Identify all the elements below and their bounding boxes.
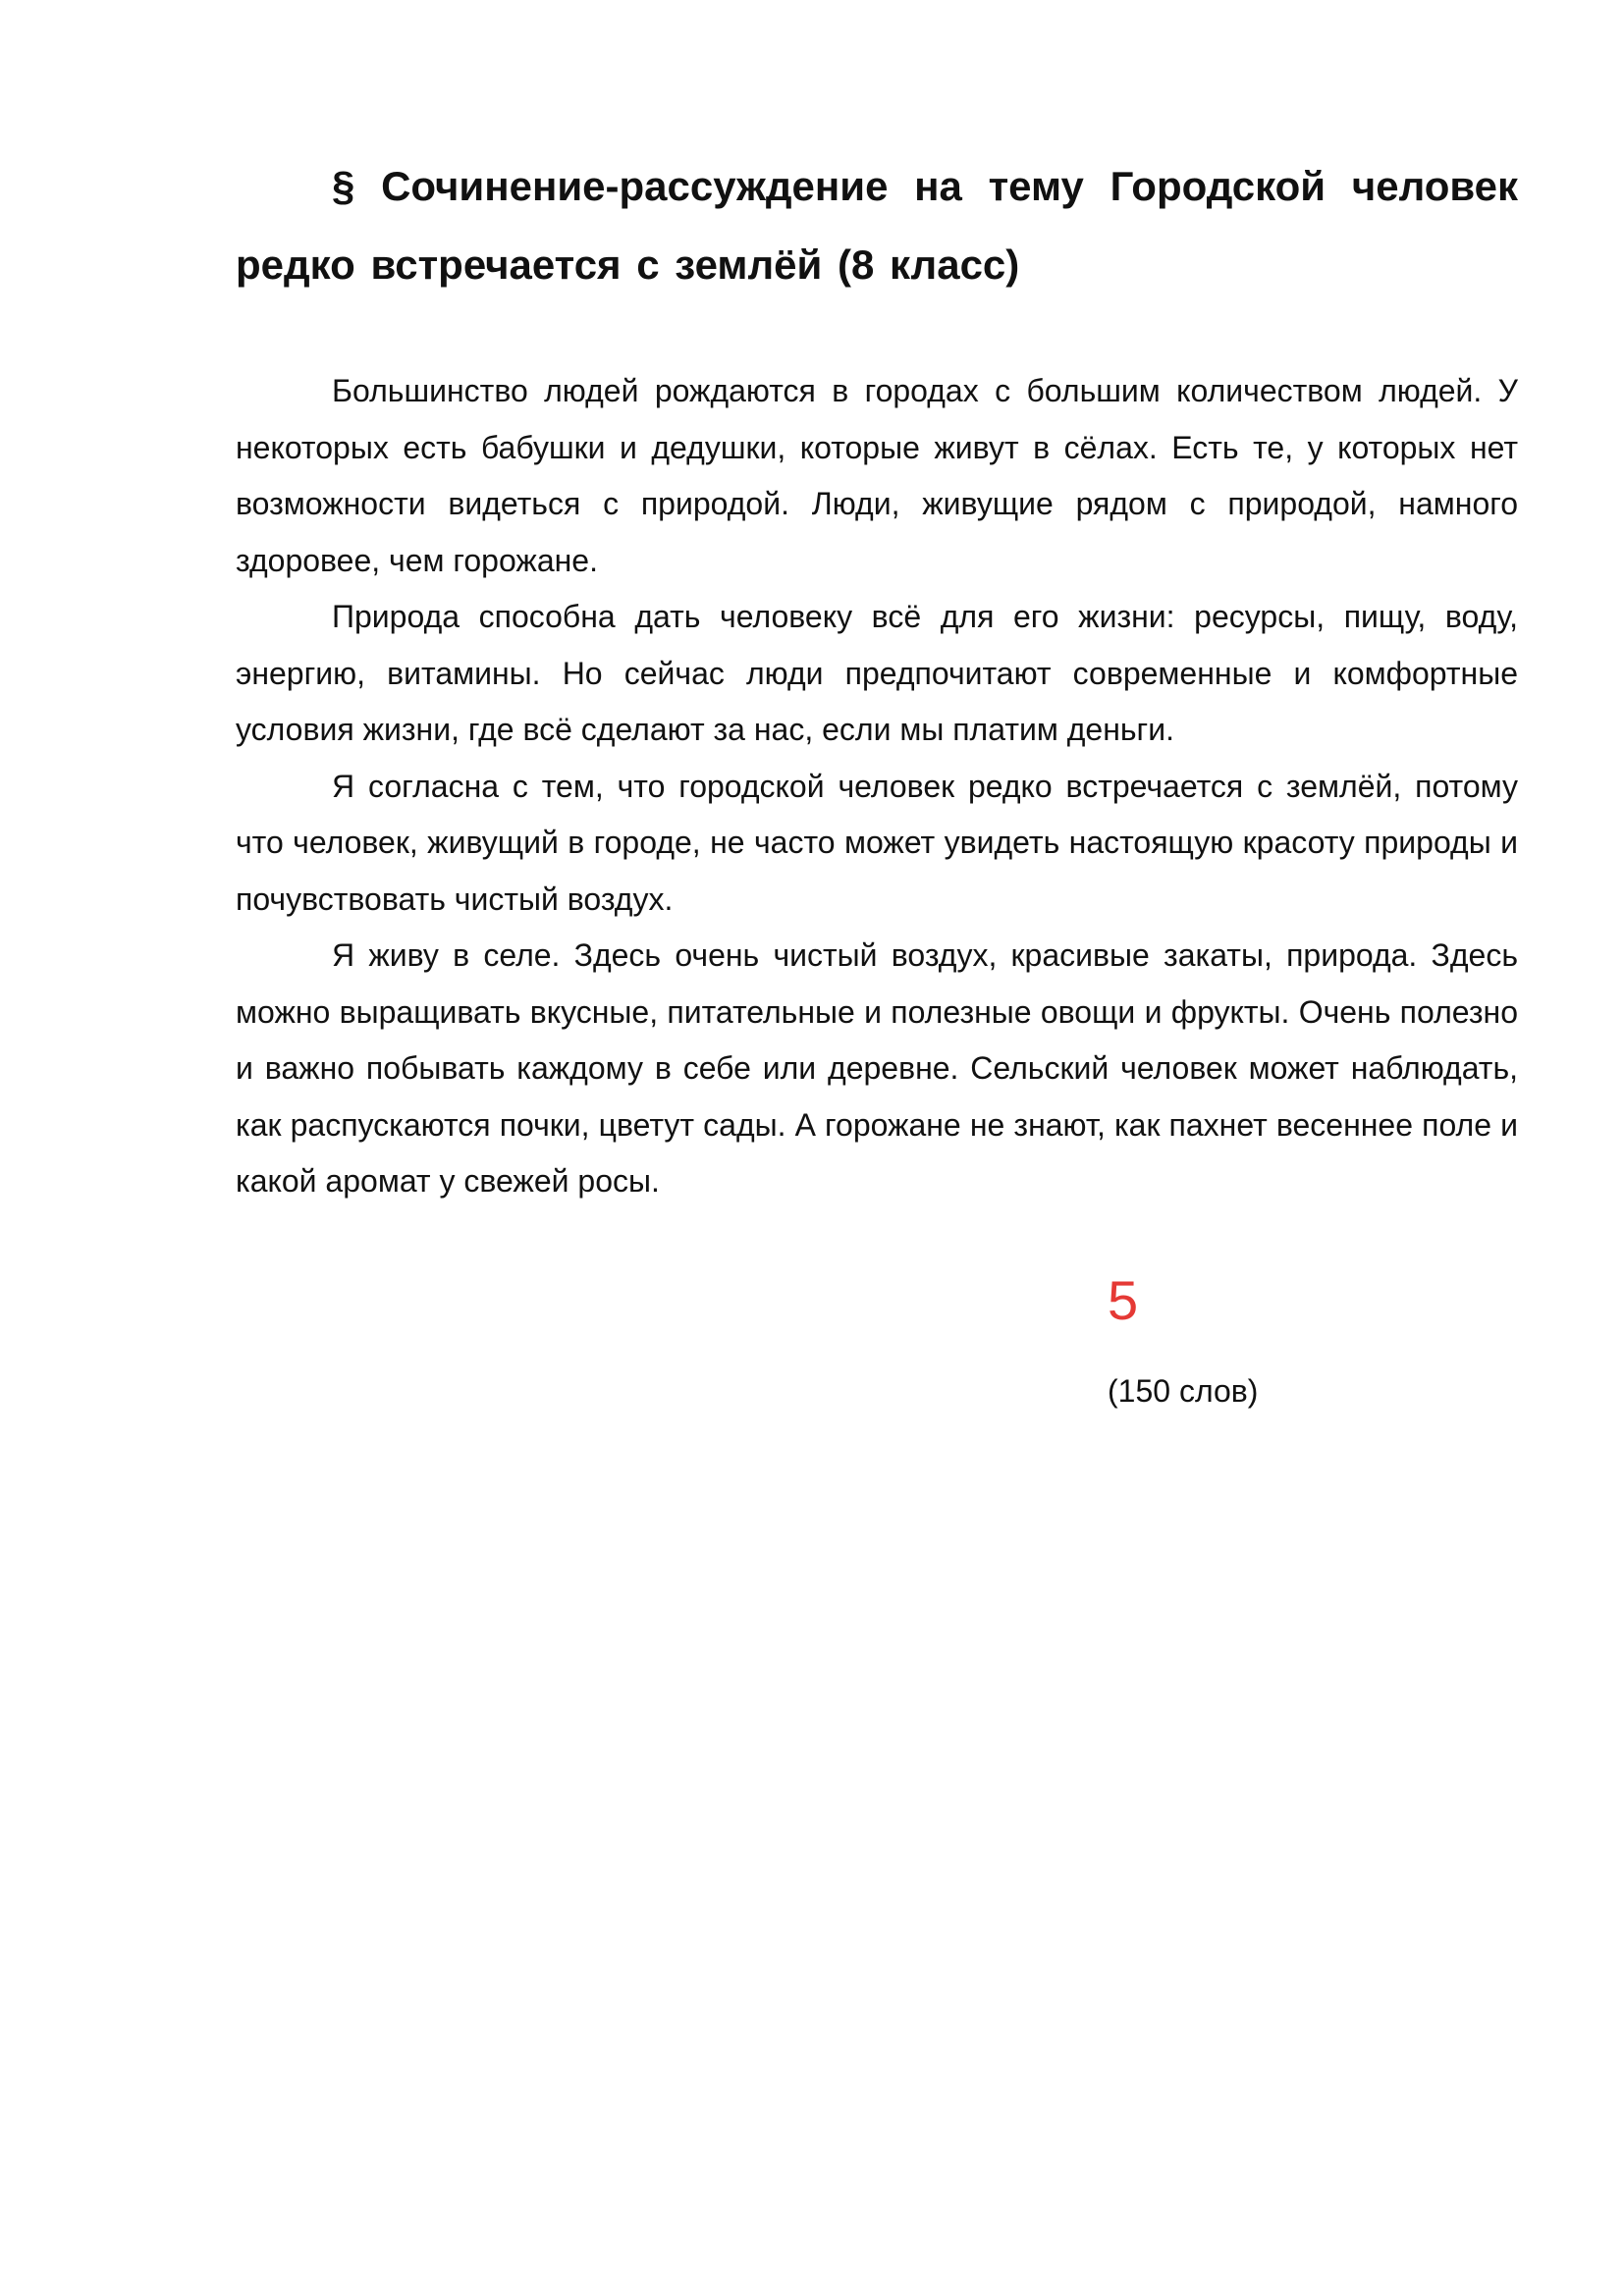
word-count: (150 слов) [1108, 1373, 1259, 1409]
essay-title: § Сочинение-рассуждение на тему Городской человек редко встречается с землёй (8 класс) [236, 163, 1518, 288]
essay-paragraph-1: Большинство людей рождаются в городах с большим количеством людей. У некоторых есть бабушки и дедушки, которые живут в сёлах. Есть те, у которых нет возможности видеться с природой. Люди, живущие рядом с природой, намного здоровее, чем горожане. [236, 373, 1518, 578]
essay-paragraph-4: Я живу в селе. Здесь очень чистый воздух, красивые закаты, природа. Здесь можно выращивать вкусные, питательные и полезные овощи и фрукты. Очень полезно и важно побывать каждому в себе или деревне. Сельский человек может наблюдать, как распускаются почки, цветут сады. А горожане не знают, как пахнет весеннее поле и какой аромат у свежей росы. [236, 937, 1518, 1199]
essay-body [236, 363, 1518, 1210]
essay-paragraph-3: Я согласна с тем, что городской человек редко встречается с землёй, потому что человек, живущий в городе, не часто может увидеть настоящую красоту природы и почувствовать чистый воздух. [236, 768, 1518, 917]
essay-paragraph-2: Природа способна дать человеку всё для его жизни: ресурсы, пищу, воду, энергию, витамины. Но сейчас люди предпочитают современные и комфортные условия жизни, где всё сделают за нас, если мы платим деньги. [236, 599, 1518, 747]
essay-content [236, 147, 1518, 1210]
grade-mark: 5 [1108, 1269, 1139, 1331]
